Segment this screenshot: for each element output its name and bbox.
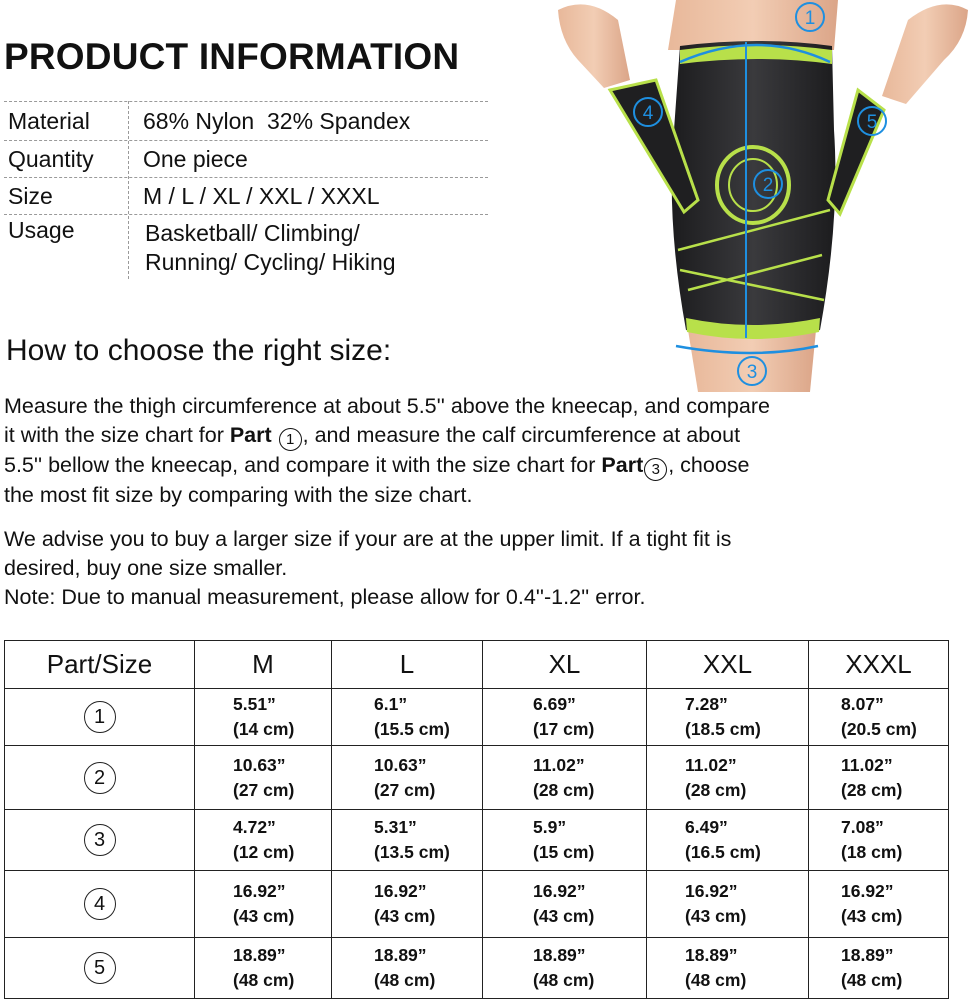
spec-divider: [4, 214, 488, 215]
cm-value: (43 cm): [374, 906, 436, 926]
inches-value: 16.92”: [685, 881, 738, 901]
instructions-paragraph: [4, 392, 944, 510]
size-cell: [195, 871, 332, 938]
svg-text:4: 4: [642, 103, 654, 124]
size-cell: [332, 938, 483, 999]
inches-value: 4.72”: [233, 817, 276, 837]
part-number-marker: 4: [84, 888, 116, 920]
text-span: 5.5'' bellow the kneecap, and compare it with the size chart for: [4, 453, 602, 477]
cm-value: (43 cm): [233, 906, 295, 926]
inches-value: 18.89”: [533, 945, 586, 965]
size-cell: [483, 746, 647, 810]
inches-value: 18.89”: [374, 945, 427, 965]
size-cell: [483, 938, 647, 999]
part-cell: [5, 871, 195, 938]
text-span: , choose: [668, 453, 750, 477]
text-line: desired, buy one size smaller.: [4, 556, 288, 580]
text-span: , and measure the calf circumference at about: [302, 423, 741, 447]
part-3-marker: 3: [644, 458, 667, 481]
part-number-marker: 1: [84, 701, 116, 733]
cm-value: (27 cm): [374, 779, 436, 800]
sleeve-shape: [672, 41, 836, 338]
knee-sleeve-illustration: [548, 0, 978, 392]
cm-value: (18.5 cm): [685, 719, 761, 739]
cm-value: (28 cm): [685, 779, 747, 800]
inches-value: 5.51”: [233, 694, 276, 714]
spec-divider: [4, 177, 488, 178]
table-row: [5, 938, 949, 999]
cm-value: (18 cm): [841, 842, 903, 862]
cm-value: (20.5 cm): [841, 719, 917, 739]
text-line: [4, 421, 944, 451]
cm-value: (48 cm): [374, 970, 436, 990]
text-span: it with the size chart for: [4, 423, 230, 447]
table-header-row: [5, 641, 949, 689]
part-label: Part: [229, 423, 272, 447]
size-cell: [647, 871, 809, 938]
size-cell: [195, 938, 332, 999]
spec-divider: [4, 140, 488, 141]
cm-value: (12 cm): [233, 842, 295, 862]
page-title: PRODUCT INFORMATION: [4, 36, 460, 77]
inches-value: 16.92”: [374, 881, 427, 901]
spec-key: Material: [8, 108, 90, 134]
size-cell: [647, 810, 809, 871]
inches-value: 18.89”: [233, 945, 286, 965]
cm-value: (43 cm): [533, 906, 595, 926]
cm-value: (28 cm): [533, 779, 595, 800]
size-cell: [647, 938, 809, 999]
size-cell: [332, 871, 483, 938]
size-cell: [809, 810, 949, 871]
strap-right: [828, 90, 884, 214]
inches-value: 6.49”: [685, 817, 728, 837]
svg-text:3: 3: [746, 362, 758, 383]
table-row: [5, 689, 949, 746]
text-line: the most fit size by comparing with the size chart.: [4, 483, 473, 507]
section-heading: How to choose the right size:: [6, 334, 392, 367]
table-row: [5, 810, 949, 871]
spec-key: Quantity: [8, 146, 94, 172]
size-cell: [809, 746, 949, 810]
spec-key: Size: [8, 183, 53, 209]
column-header: XL: [483, 641, 647, 689]
part-cell: [5, 938, 195, 999]
size-cell: [483, 810, 647, 871]
spec-value: 68% Nylon 32% Spandex: [143, 108, 411, 134]
inches-value: 11.02”: [533, 754, 585, 775]
part-number-marker: 2: [84, 762, 116, 794]
text-line: Measure the thigh circumference at about 5.5'' above the kneecap, and compare: [4, 394, 770, 418]
spec-value: Basketball/ Climbing/: [145, 220, 360, 246]
size-cell: [195, 689, 332, 746]
spec-value: M / L / XL / XXL / XXXL: [143, 183, 380, 209]
size-cell: [809, 938, 949, 999]
inches-value: 18.89”: [841, 945, 894, 965]
text-line: [4, 451, 944, 481]
size-cell: [332, 810, 483, 871]
spec-value-line2: Running/ Cycling/ Hiking: [145, 249, 396, 275]
size-cell: [332, 689, 483, 746]
size-cell: [195, 810, 332, 871]
size-cell: [483, 871, 647, 938]
spec-divider: [4, 101, 488, 102]
inches-value: 16.92”: [233, 881, 286, 901]
part-number-marker: 3: [84, 824, 116, 856]
size-cell: [195, 746, 332, 810]
cm-value: (48 cm): [233, 970, 295, 990]
cm-value: (27 cm): [233, 779, 295, 800]
inches-value: 11.02”: [841, 754, 893, 775]
part-cell: [5, 689, 195, 746]
column-header: XXL: [647, 641, 809, 689]
cm-value: (13.5 cm): [374, 842, 450, 862]
inches-value: 7.28”: [685, 694, 728, 714]
part-number-marker: 5: [84, 952, 116, 984]
inches-value: 6.1”: [374, 694, 408, 714]
table-row: [5, 871, 949, 938]
spec-key: Usage: [8, 217, 75, 243]
inches-value: 18.89”: [685, 945, 738, 965]
cm-value: (15.5 cm): [374, 719, 450, 739]
inches-value: 16.92”: [533, 881, 586, 901]
size-cell: [809, 871, 949, 938]
inches-value: 7.08”: [841, 817, 884, 837]
svg-text:1: 1: [804, 8, 816, 29]
column-header: Part/Size: [5, 641, 195, 689]
inches-value: 8.07”: [841, 694, 884, 714]
text-line: Note: Due to manual measurement, please allow for 0.4''-1.2'' error.: [4, 585, 646, 609]
inches-value: 16.92”: [841, 881, 894, 901]
inches-value: 10.63”: [233, 754, 286, 775]
part-cell: [5, 810, 195, 871]
size-cell: [809, 689, 949, 746]
svg-text:2: 2: [762, 175, 774, 196]
inches-value: 5.31”: [374, 817, 417, 837]
size-cell: [483, 689, 647, 746]
size-chart-table: [4, 640, 949, 999]
size-cell: [647, 746, 809, 810]
inches-value: 11.02”: [685, 754, 737, 775]
size-cell: [647, 689, 809, 746]
part-label: Part: [601, 453, 644, 477]
inches-value: 5.9”: [533, 817, 567, 837]
size-cell: [332, 746, 483, 810]
svg-text:5: 5: [866, 112, 878, 133]
right-hand: [882, 4, 968, 104]
part-1-marker: 1: [279, 428, 302, 451]
cm-value: (48 cm): [841, 970, 903, 990]
cm-value: (43 cm): [685, 906, 747, 926]
spec-column-divider: [128, 101, 129, 279]
cm-value: (48 cm): [533, 970, 595, 990]
table-row: [5, 746, 949, 810]
column-header: L: [332, 641, 483, 689]
cm-value: (43 cm): [841, 906, 903, 926]
column-header: XXXL: [809, 641, 949, 689]
cm-value: (15 cm): [533, 842, 595, 862]
inches-value: 6.69”: [533, 694, 576, 714]
inches-value: 10.63”: [374, 754, 427, 775]
cm-value: (17 cm): [533, 719, 595, 739]
text-line: We advise you to buy a larger size if your are at the upper limit. If a tight fit is: [4, 527, 732, 551]
advice-paragraph: [4, 525, 944, 612]
cm-value: (14 cm): [233, 719, 295, 739]
cm-value: (28 cm): [841, 779, 903, 800]
cm-value: (48 cm): [685, 970, 747, 990]
spec-value: One piece: [143, 146, 248, 172]
cm-value: (16.5 cm): [685, 842, 761, 862]
part-cell: [5, 746, 195, 810]
left-hand: [558, 4, 630, 88]
column-header: M: [195, 641, 332, 689]
